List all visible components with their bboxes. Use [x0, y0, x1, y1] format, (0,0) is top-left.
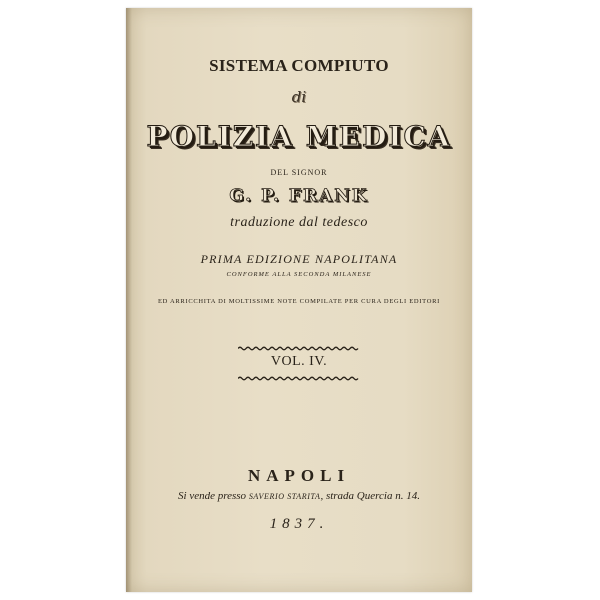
author-name: G. P. FRANK — [229, 186, 369, 206]
decorative-rule-top — [238, 346, 360, 351]
imprint-line — [126, 490, 472, 502]
conforme-line: CONFORME ALLA SECONDA MILANESE — [226, 271, 372, 278]
publication-city: NAPOLI — [247, 466, 351, 485]
arricchita-line: ED ARRICCHITA DI MOLTISSIME NOTE COMPILATE PER CURA DEGLI EDITORI — [157, 298, 441, 305]
volume-label: VOL. IV. — [270, 354, 328, 369]
imprint-suffix: , strada Quercia n. 14. — [320, 490, 420, 502]
imprint-prefix: Si vende presso — [178, 490, 247, 502]
title-connector: di — [291, 88, 307, 106]
title-page — [126, 8, 472, 592]
title-line-1: SISTEMA COMPIUTO — [209, 56, 389, 75]
main-title: POLIZIA MEDICA — [146, 120, 452, 153]
decorative-rule-bottom — [238, 376, 360, 381]
edition-line: PRIMA EDIZIONE NAPOLITANA — [200, 252, 398, 266]
publication-year: 1837. — [269, 516, 329, 532]
del-signor-label: DEL SIGNOR — [270, 168, 328, 177]
printer-name: SAVERIO STARITA — [248, 492, 321, 501]
translation-note: traduzione dal tedesco — [230, 215, 368, 230]
